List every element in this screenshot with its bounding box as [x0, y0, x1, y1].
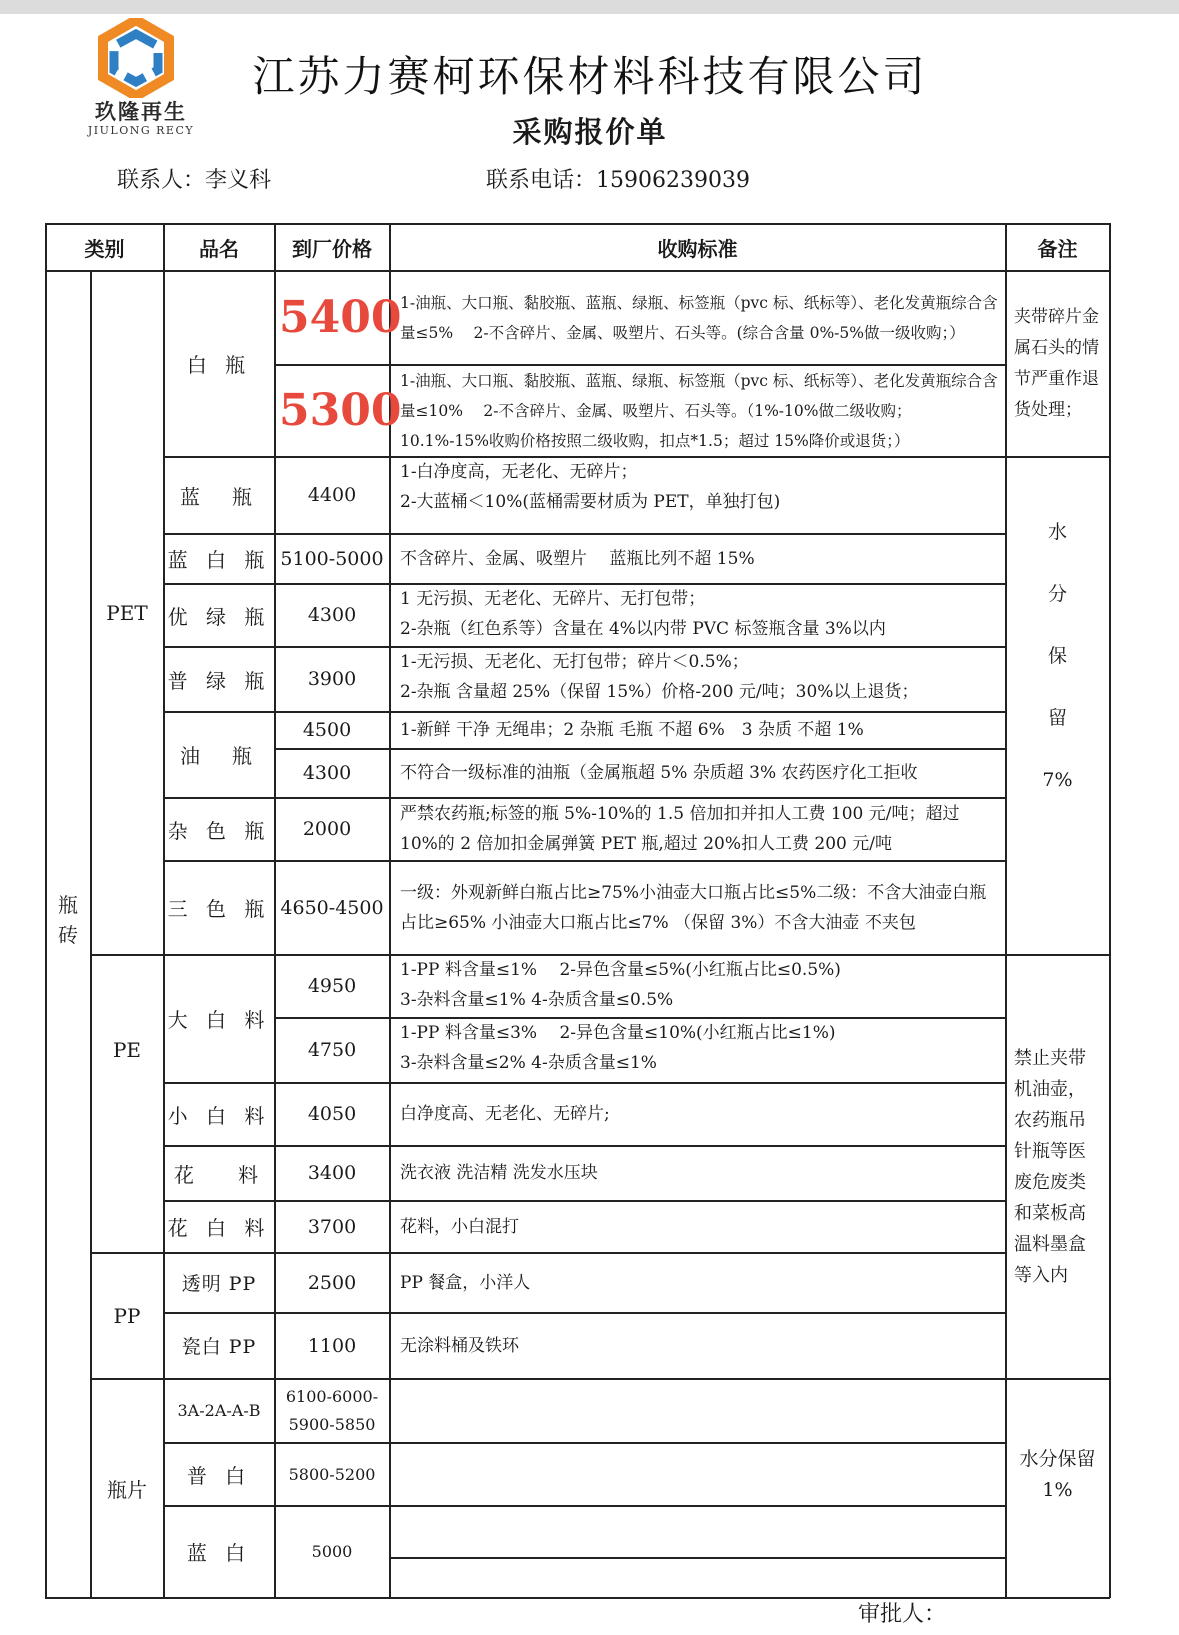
product-tri-color-bottle: 三 色 瓶	[167, 897, 271, 921]
standard-blue-bottle: 1-白净度高，无老化、无碎片； 2-大蓝桶＜10%(蓝桶需要材质为 PET，单独打包)	[400, 462, 781, 512]
price-big-white-grade1: 4950	[307, 975, 357, 997]
subgroup-pp: PP	[113, 1303, 141, 1328]
standard-good-green-bottle: 1 无污损、无老化、无碎片、无打包带； 2-杂瓶（红色系等）含量在 4%以内带 PVC 标签瓶含量 3%以内	[400, 589, 886, 639]
standard-small-white: 白净度高、无老化、无碎片;	[400, 1104, 610, 1124]
header-price: 到厂价格	[292, 236, 372, 261]
price-oil-grade1: 4500	[302, 719, 352, 741]
brand-name-en: JIULONG RECY	[87, 124, 195, 137]
product-small-white: 小 白 料	[167, 1103, 271, 1128]
product-normal-green-bottle: 普 绿 瓶	[167, 668, 271, 693]
product-blue-bottle: 蓝 瓶	[180, 484, 258, 509]
note-pet-water: 水 分 保 留 7%	[1042, 520, 1073, 791]
header-notes: 备注	[1037, 236, 1078, 261]
standard-clear-pp: PP 餐盒，小洋人	[400, 1272, 531, 1293]
top-shade	[0, 0, 1179, 14]
standard-white-grade1: 1-油瓶、大口瓶、黏胶瓶、蓝瓶、绿瓶、标签瓶（pvc 标、纸标等）、老化发黄瓶综合含量≤5% 2-不含碎片、金属、吸塑片、石头等。(综合含量 0%-5%做一级收购；）	[400, 293, 998, 342]
product-oil-bottle: 油 瓶	[180, 744, 258, 768]
standard-oil-grade1: 1-新鲜 干净 无绳串；2 杂瓶 毛瓶 不超 6% 3 杂质 不超 1%	[400, 720, 864, 740]
price-blue-white-bottle: 5100-5000	[280, 547, 384, 570]
standard-white-grade2: 1-油瓶、大口瓶、黏胶瓶、蓝瓶、绿瓶、标签瓶（pvc 标、纸标等）、老化发黄瓶综合含量≤10% 2-不含碎片、金属、吸塑片、石头等。（1%-10%做二级收购；10.1%-15%收购价格按照二级收购，扣点*1.5；超过 15%降价或退货；）	[400, 371, 998, 450]
contact-person: 联系人：李义科	[117, 168, 272, 193]
note-white-bottle: 夹带碎片金属石头的情节严重作退货处理；	[1014, 306, 1099, 420]
price-flower: 3400	[307, 1162, 357, 1184]
jiulong-logo-icon	[96, 18, 176, 98]
price-normal-green-bottle: 3900	[307, 668, 357, 690]
price-clear-pp: 2500	[307, 1271, 357, 1294]
standard-oil-grade2: 不符合一级标准的油瓶（金属瓶超 5% 杂质超 3% 农药医疗化工拒收	[400, 763, 918, 783]
contact-phone: 联系电话：15906239039	[486, 168, 750, 193]
standard-blue-white-bottle: 不含碎片、金属、吸塑片 蓝瓶比列不超 15%	[400, 548, 755, 569]
approver-label: 审批人：	[858, 1602, 947, 1627]
price-mixed-color-bottle: 2000	[302, 818, 352, 840]
product-porcelain-pp: 瓷白 PP	[181, 1336, 257, 1358]
header-standard: 收购标准	[657, 236, 738, 261]
note-flake: 水分保留1%	[1019, 1448, 1096, 1501]
product-flower-white: 花 白 料	[167, 1216, 271, 1240]
price-oil-grade2: 4300	[302, 762, 352, 784]
product-blue-white-bottle: 蓝 白 瓶	[167, 548, 271, 572]
price-flake-white: 5800-5200	[288, 1464, 376, 1484]
price-white-grade2: 5300	[279, 385, 402, 436]
product-clear-pp: 透明 PP	[181, 1273, 257, 1295]
standard-flower: 洗衣液 洗洁精 洗发水压块	[400, 1163, 598, 1183]
company-name: 江苏力赛柯环保材料科技有限公司	[252, 52, 928, 101]
brand-name-cn: 玖隆再生	[95, 100, 187, 124]
standard-tri-color-bottle: 一级：外观新鲜白瓶占比≥75%小油壶大口瓶占比≤5%二级：不含大油壶白瓶占比≥65% 小油壶大口瓶占比≤7% （保留 3%）不含大油壶 不夹包	[400, 882, 987, 933]
price-blue-bottle: 4400	[307, 484, 357, 506]
subgroup-flake: 瓶片	[107, 1477, 147, 1502]
header-product: 品名	[199, 236, 239, 261]
product-mixed-color-bottle: 杂 色 瓶	[167, 818, 271, 843]
standard-porcelain-pp: 无涂料桶及铁环	[400, 1335, 519, 1356]
subgroup-pe: PE	[112, 1038, 142, 1062]
product-flake-grade: 3A-2A-A-B	[177, 1401, 261, 1420]
standard-mixed-color-bottle: 严禁农药瓶;标签的瓶 5%-10%的 1.5 倍加扣并扣人工费 100 元/吨；超过 10%的 2 倍加扣金属弹簧 PET 瓶,超过 20%扣人工费 200 元/吨	[400, 804, 960, 854]
product-flake-blue: 蓝 白	[186, 1541, 252, 1565]
price-good-green-bottle: 4300	[307, 604, 357, 626]
subgroup-pet: PET	[106, 600, 148, 625]
price-flower-white: 3700	[307, 1215, 357, 1238]
product-big-white: 大 白 料	[167, 1008, 271, 1032]
standard-flower-white: 花料，小白混打	[400, 1216, 519, 1237]
product-white-bottle: 白 瓶	[186, 353, 252, 377]
price-small-white: 4050	[307, 1103, 357, 1125]
price-white-grade1: 5400	[279, 292, 402, 343]
product-flower: 花 料	[173, 1162, 265, 1187]
price-porcelain-pp: 1100	[307, 1334, 357, 1357]
product-good-green-bottle: 优 绿 瓶	[167, 604, 271, 629]
product-flake-white: 普 白	[186, 1463, 252, 1488]
note-pe: 禁止夹带机油壶，农药瓶吊针瓶等医废危废类和菜板高温料墨盒等入内	[1014, 1047, 1086, 1286]
price-big-white-grade2: 4750	[307, 1039, 357, 1061]
standard-big-white-grade2: 1-PP 料含量≤3% 2-异色含量≤10%(小红瓶占比≤1%) 3-杂料含量≤2% 4-杂质含量≤1%	[400, 1023, 836, 1073]
price-flake-blue: 5000	[311, 1542, 353, 1561]
standard-big-white-grade1: 1-PP 料含量≤1% 2-异色含量≤5%(小红瓶占比≤0.5%) 3-杂料含量≤1% 4-杂质含量≤0.5%	[400, 960, 841, 1010]
price-tri-color-bottle: 4650-4500	[280, 896, 384, 919]
price-flake-grade: 6100-6000- 5900-5850	[285, 1386, 379, 1434]
document-title: 采购报价单	[512, 115, 668, 149]
header-category: 类别	[84, 236, 125, 261]
standard-normal-green-bottle: 1-无污损、无老化、无打包带；碎片＜0.5%； 2-杂瓶 含量超 25%（保留 15%）价格-200 元/吨；30%以上退货；	[400, 652, 919, 702]
category-bottle-brick: 瓶 砖	[58, 893, 78, 947]
